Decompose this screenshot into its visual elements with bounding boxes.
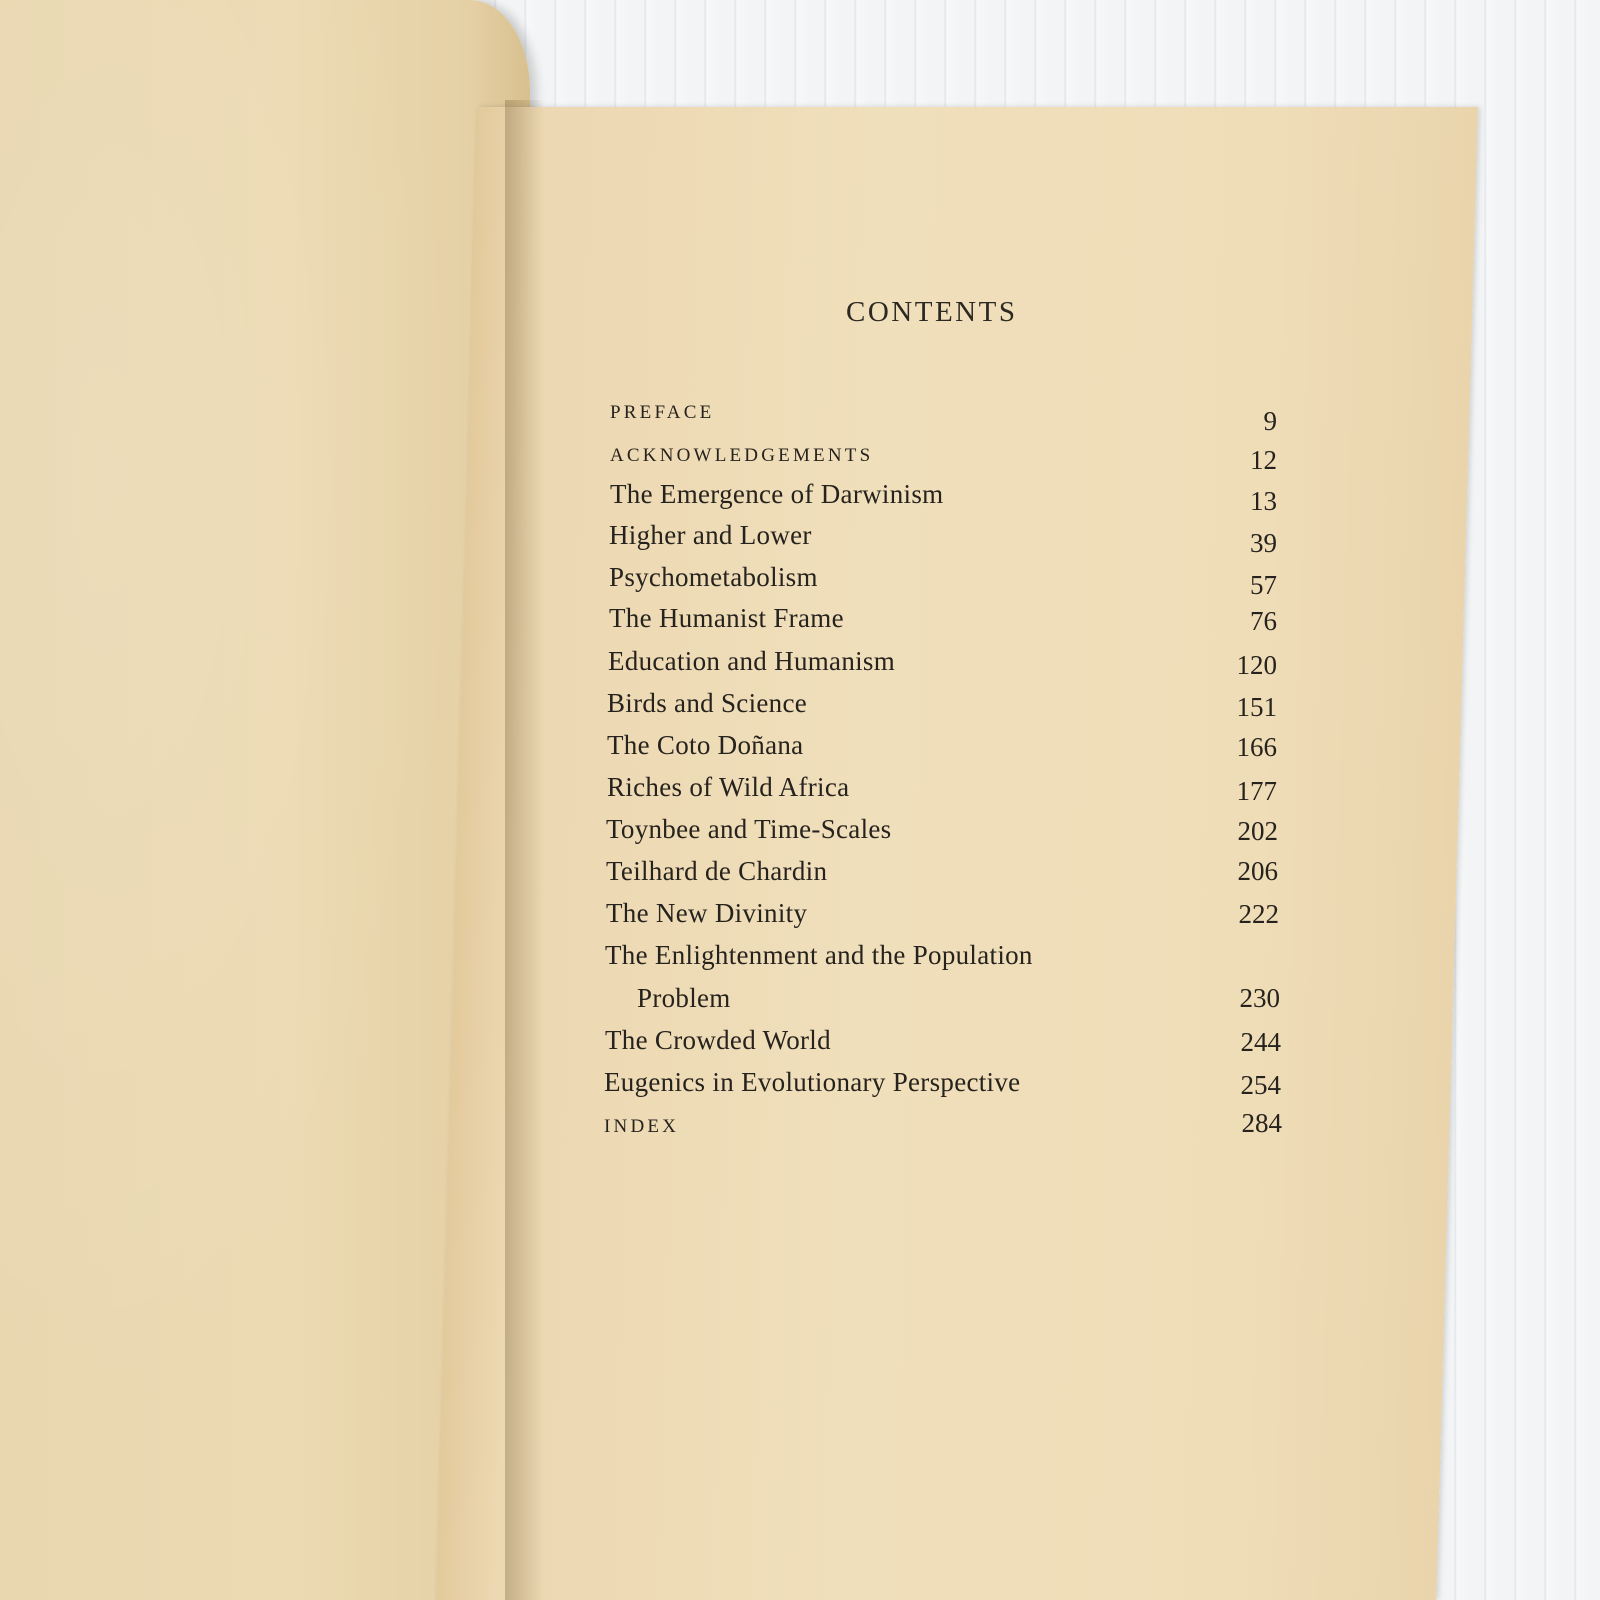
- toc-entry-title: PREFACE: [610, 402, 715, 423]
- toc-entry-page: 222: [1238, 899, 1279, 929]
- page-title: CONTENTS: [846, 296, 1018, 328]
- toc-entry-page: 230: [1239, 983, 1280, 1013]
- toc-entry-page: 151: [1236, 692, 1277, 722]
- toc-entry-title: INDEX: [604, 1116, 680, 1137]
- toc-entry-page: 9: [1263, 406, 1277, 436]
- toc-entry-title: Teilhard de Chardin: [606, 856, 828, 886]
- toc-entry-page: 76: [1250, 606, 1277, 636]
- toc-entry-page: 57: [1250, 570, 1277, 600]
- toc-entry-page: 13: [1250, 486, 1277, 516]
- toc-entry-title: Toynbee and Time-Scales: [606, 814, 892, 844]
- toc-entry-title: Psychometabolism: [609, 562, 818, 592]
- toc-entry-title: The Crowded World: [605, 1025, 831, 1055]
- toc-entry-page: 39: [1250, 528, 1277, 558]
- toc-entry-page: 206: [1237, 856, 1278, 886]
- toc-entry-title: Birds and Science: [607, 688, 808, 718]
- toc-entry-page: 177: [1236, 776, 1277, 806]
- toc-entry-page: 202: [1237, 816, 1278, 846]
- toc-entry-title: The Emergence of Darwinism: [610, 479, 944, 509]
- toc-entry-page: 244: [1240, 1027, 1281, 1057]
- toc-entry-title: The Coto Doñana: [607, 730, 804, 760]
- toc-entry-page: 254: [1240, 1070, 1281, 1100]
- toc-entry-title: Education and Humanism: [608, 646, 896, 676]
- toc-entry-title: The Enlightenment and the Population: [605, 940, 1033, 970]
- toc-entry-title: ACKNOWLEDGEMENTS: [610, 445, 874, 466]
- toc-entry-title: Eugenics in Evolutionary Perspective: [604, 1067, 1021, 1097]
- toc-entry-title: Riches of Wild Africa: [607, 772, 850, 802]
- toc-entry-title-continued: Problem: [637, 983, 731, 1013]
- toc-entry-title: Higher and Lower: [609, 520, 812, 550]
- toc-entry-page: 284: [1241, 1108, 1282, 1138]
- toc-entry-page: 12: [1250, 445, 1277, 475]
- toc-entry-page: 166: [1236, 732, 1277, 762]
- toc-entry-title: The Humanist Frame: [609, 603, 844, 633]
- toc-entry-title: The New Divinity: [606, 898, 808, 928]
- toc-entry-page: 120: [1236, 650, 1277, 680]
